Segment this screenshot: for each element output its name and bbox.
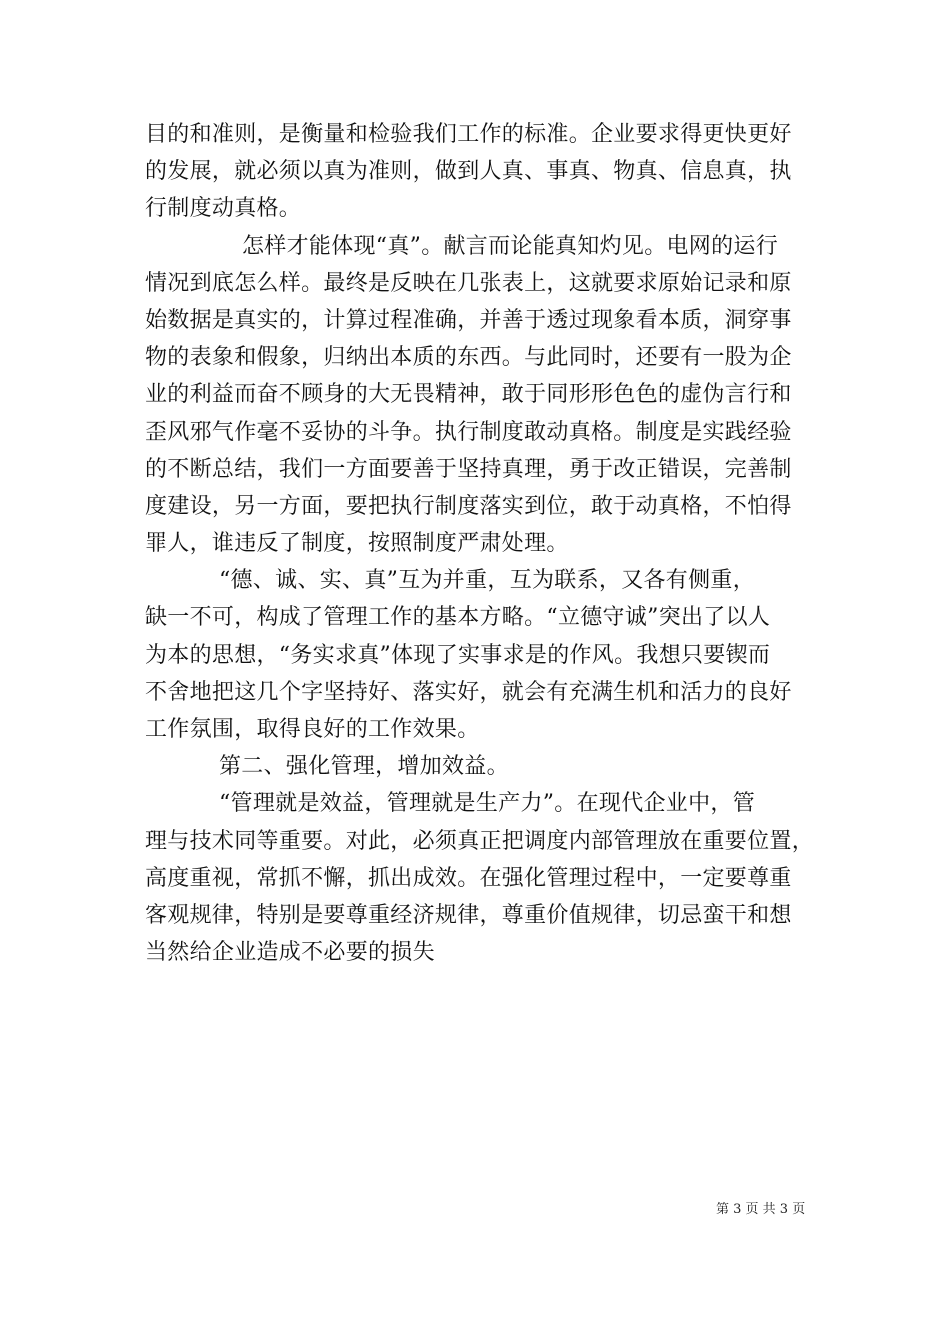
text-line: 客观规律，特别是要尊重经济规律，尊重价值规律，切忌蛮干和想 [145,902,792,928]
page-number-footer: 第 3 页 共 3 页 [716,1202,806,1217]
body-text [145,116,815,971]
text-line: 目的和准则，是衡量和检验我们工作的标准。企业要求得更快更好 [145,122,792,147]
text-line: 罪人，谁违反了制度，按照制度严肃处理。 [145,531,569,557]
text-line: 的发展，就必须以真为准则，做到人真、事真、物真、信息真，执 [145,159,792,185]
text-line: 不舍地把这几个字坚持好、落实好，就会有充满生机和活力的良好 [145,679,792,705]
text-line: 高度重视，常抓不懈，抓出成效。在强化管理过程中，一定要尊重 [145,865,792,891]
paragraph-start-line: “德、诚、实、真”互为并重，互为联系，又各有侧重， [219,568,755,594]
text-line: 情况到底怎么样。最终是反映在几张表上，这就要求原始记录和原 [145,270,792,296]
paragraph-start-line: “管理就是效益，管理就是生产力”。在现代企业中，管 [219,791,755,817]
text-line: 始数据是真实的，计算过程准确，并善于透过现象看本质，洞穿事 [145,307,792,333]
text-line: 理与技术同等重要。对此，必须真正把调度内部管理放在重要位置， [145,828,815,854]
section-heading: 第二、强化管理，增加效益。 [219,754,509,780]
text-line: 物的表象和假象，归纳出本质的东西。与此同时，还要有一股为企 [145,345,792,371]
text-line: 为本的思想，“务实求真”体现了实事求是的作风。我想只要锲而 [145,642,771,668]
text-line: 业的利益而奋不顾身的大无畏精神，敢于同形形色色的虚伪言行和 [145,382,792,408]
text-line: 当然给企业造成不必要的损失 [145,940,435,966]
text-line: 工作氛围，取得良好的工作效果。 [145,717,480,742]
text-line: 度建设，另一方面，要把执行制度落实到位，敢于动真格，不怕得 [145,493,792,519]
paragraph-start-line: 怎样才能体现“真”。献言而论能真知灼见。电网的运行 [242,233,778,259]
text-line: 行制度动真格。 [145,196,302,222]
text-line: 的不断总结，我们一方面要善于坚持真理，勇于改正错误，完善制 [145,456,792,482]
text-line: 歪风邪气作毫不妥协的斗争。执行制度敢动真格。制度是实践经验 [145,419,792,445]
text-line: 缺一不可，构成了管理工作的基本方略。“立德守诚”突出了以人 [145,605,771,631]
